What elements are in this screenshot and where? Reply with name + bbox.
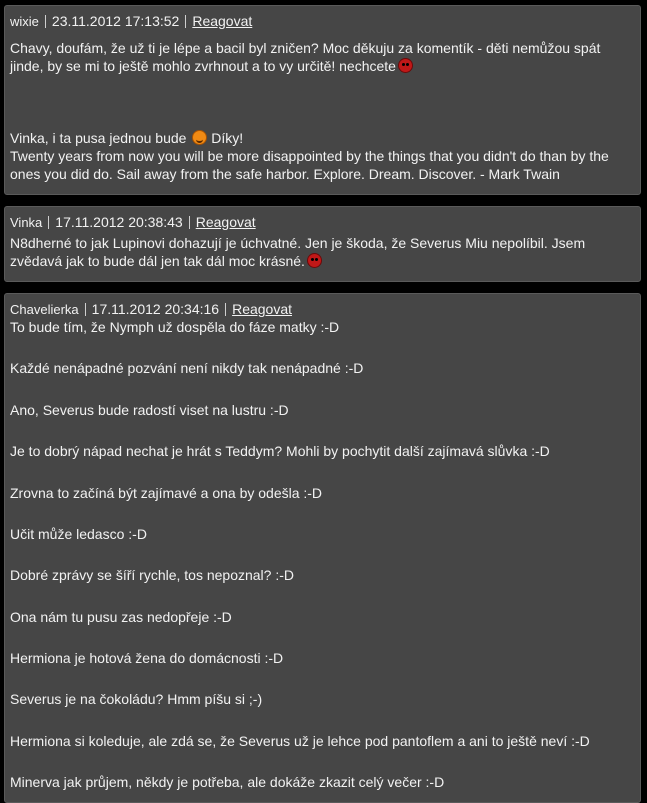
comment-line: Každé nenápadné pozvání není nikdy tak nenápadné :-D (10, 360, 364, 377)
reply-link[interactable]: Reagovat (195, 214, 256, 230)
comment-header (10, 300, 634, 318)
reply-link[interactable]: Reagovat (192, 13, 253, 29)
separator (225, 303, 226, 316)
comment-line: Je to dobrý nápad nechat je hrát s Teddym? Mohli by pochytit další zajímavá slůvka :-D (10, 443, 550, 460)
separator (45, 15, 46, 28)
separator (189, 216, 190, 229)
comment-card (4, 293, 641, 803)
comment-line: Hermiona je hotová žena do domácnosti :-D (10, 650, 284, 666)
comment-line: Minerva jak průjem, někdy je potřeba, ale dokáže zkazit celý večer :-D (10, 774, 445, 791)
separator (48, 216, 49, 229)
comment-line: To bude tím, že Nymph už dospěla do fáze matky :-D (10, 319, 340, 335)
comment-line: Zrovna to začíná být zajímavé a ona by odešla :-D (10, 484, 323, 501)
comment-author: Vinka (10, 215, 43, 230)
comment-date: 17.11.2012 20:34:16 (91, 301, 220, 317)
comment-date: 17.11.2012 20:38:43 (55, 214, 183, 230)
comment-card (4, 206, 641, 282)
comment-text: N8dherné to jak Lupinovi dohazují je úchvatné. Jen je škoda, že Severus Miu nepolíbil. Jsem zvědavá jak to bude dál jen tak dál moc krásné. (10, 235, 586, 269)
reply-link[interactable]: Reagovat (232, 301, 293, 317)
comment-text: Chavy, doufám, že už ti je lépe a bacil byl zničen? Moc děkuju za komentík - děti nemůžou spát jinde, by se mi to ještě mohlo zvrhnout a to vy určitě! nechcete (10, 40, 601, 74)
comment-header (10, 213, 634, 231)
comment-body (10, 39, 634, 183)
red-smiley-icon (307, 253, 322, 268)
separator (85, 303, 86, 316)
comment-line: Ano, Severus bude radostí viset na lustru :-D (10, 401, 289, 418)
comment-line: Učit může ledasco :-D (10, 525, 147, 542)
red-smiley-icon (398, 58, 413, 73)
comment-line: Ona nám tu pusu zas nedopřeje :-D (10, 608, 232, 625)
comment-text: Díky! (211, 130, 244, 146)
separator (185, 15, 186, 28)
comment-author: Chavelierka (10, 302, 79, 317)
comment-body (10, 318, 634, 794)
comment-body (10, 234, 634, 270)
comment-header (10, 12, 634, 30)
comment-author: wixie (10, 14, 39, 29)
signature-quote: Twenty years from now you will be more disappointed by the things that you didn't do than by the ones you did do. Sail away from the safe harbor. Explore. Dream. Discover. - Mark Twain (10, 148, 609, 182)
comment-line: Severus je na čokoládu? Hmm píšu si ;-) (10, 691, 263, 708)
comment-line: Dobré zprávy se šíří rychle, tos nepoznal? :-D (10, 567, 295, 584)
comment-line: Hermiona si koleduje, ale zdá se, že Severus už je lehce pod pantoflem a ani to ještě neví :-D (10, 732, 590, 749)
orange-smiley-icon (192, 130, 207, 145)
comment-text: Vinka, i ta pusa jednou bude (10, 130, 187, 146)
comment-date: 23.11.2012 17:13:52 (51, 13, 180, 29)
comment-card (4, 5, 641, 195)
